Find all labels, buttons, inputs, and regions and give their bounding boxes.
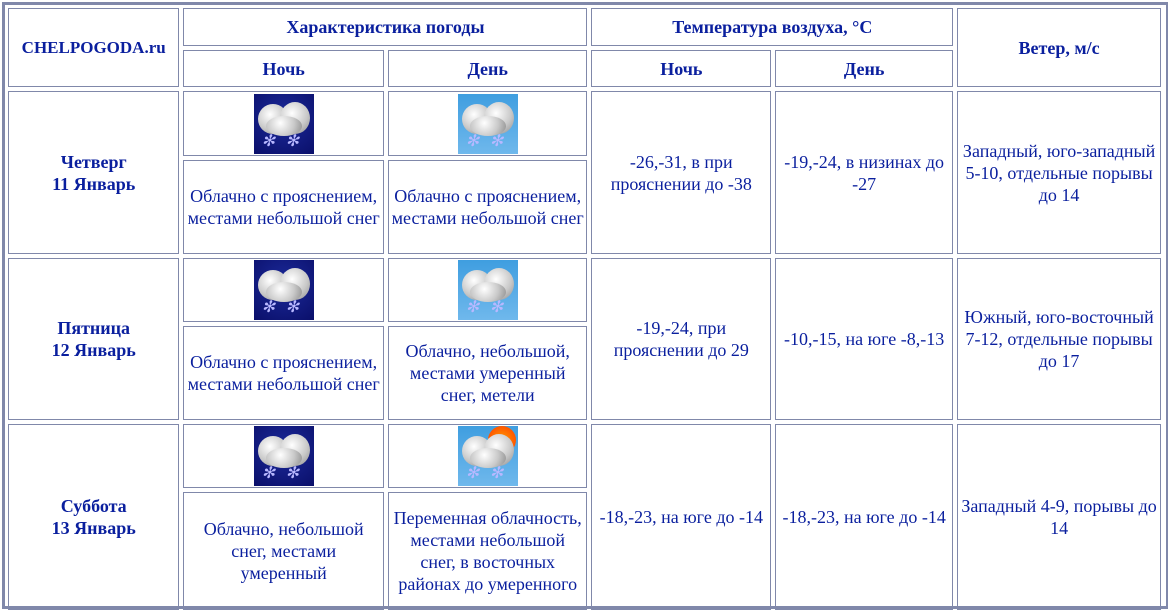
temp-night: -26,-31, в при прояснении до -38 (591, 91, 771, 254)
date: 13 Январь (51, 518, 136, 538)
temp-day: -10,-15, на юге -8,-13 (775, 258, 953, 420)
forecast-frame (2, 2, 1168, 609)
date: 12 Январь (51, 340, 136, 360)
wind: Западный, юго-западный 5-10, отдельные порывы до 14 (957, 91, 1161, 254)
night-desc: Облачно с прояснением, местами небольшой снег (183, 160, 384, 254)
day-icon-cell (388, 424, 588, 488)
sun-cloud-snow-icon: ✻ ✻ (458, 426, 518, 486)
temp-night-header: Ночь (591, 50, 771, 87)
wind-header: Ветер, м/с (957, 8, 1161, 87)
wind: Южный, юго-восточный 7-12, отдельные порывы до 17 (957, 258, 1161, 420)
day-icon-cell (388, 91, 588, 156)
weather-day-header: День (388, 50, 588, 87)
temp-day-header: День (775, 50, 953, 87)
day-icon-cell (388, 258, 588, 322)
wind: Западный 4-9, порывы до 14 (957, 424, 1161, 610)
temp-day: -19,-24, в низинах до -27 (775, 91, 953, 254)
temp-night: -18,-23, на юге до -14 (591, 424, 771, 610)
day-label (8, 258, 179, 420)
date: 11 Январь (52, 173, 136, 194)
weather-night-header: Ночь (183, 50, 384, 87)
day-desc: Облачно, небольшой, местами умеренный снег, метели (388, 326, 588, 420)
forecast-table (4, 4, 1165, 614)
weather-char-header: Характеристика погоды (183, 8, 587, 46)
weekday: Пятница (57, 318, 131, 338)
night-icon-cell (183, 91, 384, 156)
cloud-snow-night-icon: ✻ ✻ (254, 426, 314, 486)
day-desc: Облачно с прояснением, местами небольшой снег (388, 160, 588, 254)
cloud-snow-night-icon: ✻ ✻ (254, 94, 314, 154)
temp-day: -18,-23, на юге до -14 (775, 424, 953, 610)
day-label (8, 91, 179, 254)
weekday: Четверг (60, 151, 127, 172)
day-desc: Переменная облачность, местами небольшой снег, в восточных районах до умеренного (388, 492, 588, 610)
cloud-snow-day-icon: ✻ ✻ (458, 94, 518, 154)
cloud-snow-night-icon: ✻ ✻ (254, 260, 314, 320)
night-desc: Облачно, небольшой снег, местами умеренный (183, 492, 384, 610)
site-name: CHELPOGODA.ru (8, 8, 179, 87)
weekday: Суббота (60, 496, 127, 516)
air-temp-header: Температура воздуха, °С (591, 8, 953, 46)
night-icon-cell (183, 258, 384, 322)
temp-night: -19,-24, при прояснении до 29 (591, 258, 771, 420)
cloud-snow-day-icon: ✻ ✻ (458, 260, 518, 320)
night-icon-cell (183, 424, 384, 488)
day-label (8, 424, 179, 610)
night-desc: Облачно с прояснением, местами небольшой снег (183, 326, 384, 420)
